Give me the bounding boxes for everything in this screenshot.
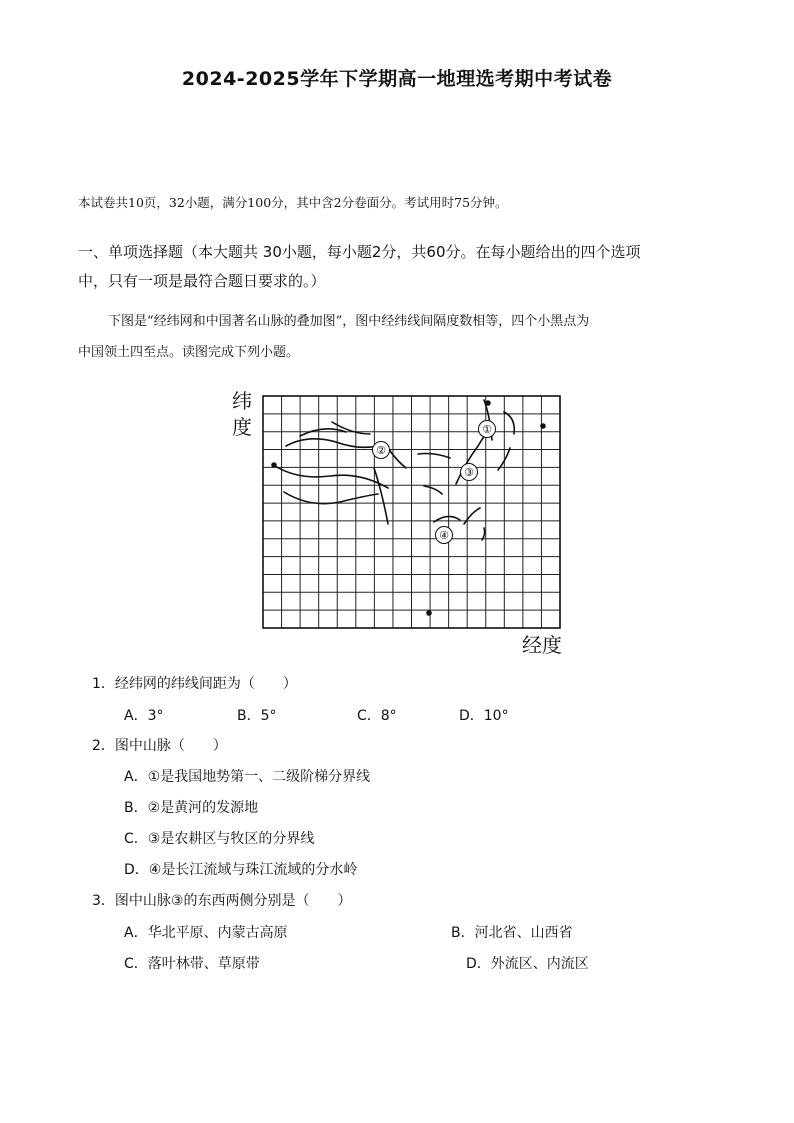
mountain-himalaya	[284, 492, 378, 504]
question-3-option-a: A．华北平原、内蒙古高原	[124, 925, 288, 941]
question-1-option-c: C．8°	[357, 708, 397, 724]
marker-1	[479, 421, 496, 438]
mountain-taiwan	[482, 528, 485, 540]
intro-line2: 中国领土四至点。读图完成下列小题。	[78, 345, 300, 360]
question-2-option-d: D．④是长江流域与珠江流域的分水岭	[124, 862, 358, 878]
question-2-option-c: C．③是农耕区与牧区的分界线	[124, 831, 315, 847]
section-heading-line2: 中，只有一项是最符合题日要求的。）	[78, 272, 326, 290]
question-1-option-a: A．3°	[124, 708, 164, 724]
exam-note: 本试卷共10页，32小题，满分100分，其中含2分卷面分。考试用时75分钟。	[78, 195, 508, 210]
mountain-qilian	[388, 448, 406, 468]
exam-title: 2024-2025学年下学期高一地理选考期中考试卷	[181, 68, 613, 90]
northernmost-point	[485, 400, 491, 406]
westernmost-point	[271, 462, 277, 468]
marker-4	[436, 527, 453, 544]
mountain-hengduan	[374, 468, 388, 524]
marker-3	[461, 464, 478, 481]
question-3-option-d: D．外流区、内流区	[466, 956, 589, 972]
mountain-ranges	[275, 400, 514, 540]
x-axis-label: 经度	[522, 633, 562, 657]
intro-line1: 下图是“经纬网和中国著名山脉的叠加图”，图中经纬线间隔度数相等，四个小黑点为	[108, 314, 590, 329]
graticule-grid	[263, 396, 560, 628]
y-axis-label-char1: 纬	[232, 389, 252, 413]
easternmost-point	[540, 423, 546, 429]
map-figure	[228, 384, 574, 660]
southernmost-point	[426, 610, 432, 616]
question-3-stem: 3．图中山脉③的东西两侧分别是（ ）	[92, 893, 352, 909]
svg-text:②: ②	[376, 444, 386, 457]
mountain-qinling-west	[418, 454, 450, 459]
svg-text:③: ③	[464, 466, 474, 479]
question-2-option-b: B．②是黄河的发源地	[124, 800, 259, 816]
mountain-tianshan-west	[300, 429, 346, 436]
section-heading-line1: 一、单项选择题（本大题共 30小题，每小题2分，共60分。在每小题给出的四个选项	[78, 243, 641, 261]
question-2-stem: 2．图中山脉（ ）	[92, 738, 227, 754]
question-1-stem: 1．经纬网的纬线间距为（ ）	[92, 676, 297, 692]
mountain-qinling-east	[424, 486, 442, 494]
marker-2	[373, 442, 390, 459]
question-3-option-b: B．河北省、山西省	[451, 925, 573, 941]
svg-text:④: ④	[439, 529, 449, 542]
svg-text:①: ①	[482, 423, 492, 436]
mountain-xiaoxinganling	[504, 412, 514, 434]
question-1-option-d: D．10°	[459, 708, 509, 724]
question-3-option-c: C．落叶林带、草原带	[124, 956, 260, 972]
mountain-kunlun	[275, 466, 388, 488]
mountain-wuyi	[464, 508, 480, 524]
y-axis-label-char2: 度	[232, 415, 252, 439]
question-1-option-b: B．5°	[237, 708, 277, 724]
question-2-option-a: A．①是我国地势第一、二级阶梯分界线	[124, 769, 371, 785]
